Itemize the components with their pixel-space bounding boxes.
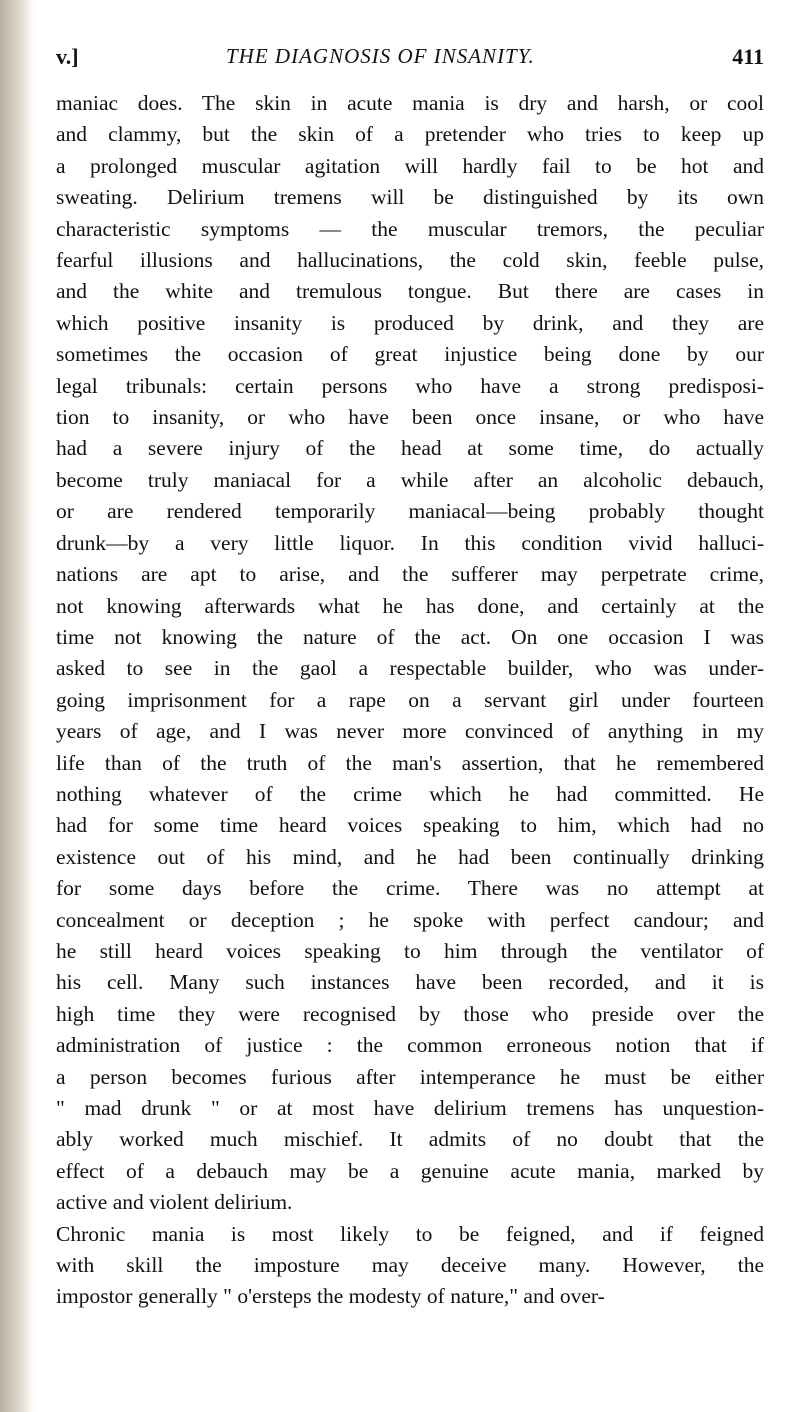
running-head xyxy=(56,38,764,78)
text-line: and clammy, but the skin of a pretender who tries to keep up xyxy=(56,122,764,147)
text-line: years of age, and I was never more convinced of anything in my xyxy=(56,719,764,744)
text-line: or are rendered temporarily maniacal—being probably thought xyxy=(56,499,764,524)
text-line: his cell. Many such instances have been recorded, and it is xyxy=(56,970,764,995)
text-line: active and violent delirium. xyxy=(56,1190,293,1215)
text-line: impostor generally " o'ersteps the modesty of nature," and over- xyxy=(56,1284,605,1309)
text-line: high time they were recognised by those who preside over the xyxy=(56,1001,764,1026)
text-line: nations are apt to arise, and the sufferer may perpetrate crime, xyxy=(56,562,764,587)
text-line: going imprisonment for a rape on a servant girl under fourteen xyxy=(56,687,764,712)
running-title: THE DIAGNOSIS OF INSANITY. xyxy=(226,44,535,68)
text-line: effect of a debauch may be a genuine acute mania, marked by xyxy=(56,1158,764,1183)
text-line: nothing whatever of the crime which he had committed. He xyxy=(56,781,764,806)
text-line: existence out of his mind, and he had been continually drinking xyxy=(56,844,764,869)
text-line: characteristic symptoms — the muscular tremors, the peculiar xyxy=(56,216,764,241)
text-line: sweating. Delirium tremens will be distinguished by its own xyxy=(56,185,764,210)
text-line: tion to insanity, or who have been once insane, or who have xyxy=(56,405,764,430)
text-line: had for some time heard voices speaking to him, which had no xyxy=(56,813,764,838)
text-line: with skill the imposture may deceive many. However, the xyxy=(56,1253,764,1278)
page-number: 411 xyxy=(732,44,764,69)
book-page xyxy=(56,38,764,1313)
text-line: ably worked much mischief. It admits of no doubt that the xyxy=(56,1127,764,1152)
text-line: administration of justice : the common erroneous notion that if xyxy=(56,1033,764,1058)
text-line: which positive insanity is produced by drink, and they are xyxy=(56,310,764,335)
text-line: life than of the truth of the man's assertion, that he remembered xyxy=(56,750,764,775)
body-text xyxy=(56,88,764,1313)
text-line: " mad drunk " or at most have delirium tremens has unquestion- xyxy=(56,1096,764,1120)
page-binding-shadow xyxy=(0,0,34,1412)
text-line: for some days before the crime. There was no attempt at xyxy=(56,876,764,901)
text-line: Chronic mania is most likely to be feigned, and if feigned xyxy=(56,1221,764,1246)
paragraph xyxy=(56,88,764,1219)
text-line: had a severe injury of the head at some time, do actually xyxy=(56,436,764,461)
text-line: drunk—by a very little liquor. In this condition vivid halluci- xyxy=(56,530,764,555)
text-line: he still heard voices speaking to him through the ventilator of xyxy=(56,938,764,963)
text-line: fearful illusions and hallucinations, the cold skin, feeble pulse, xyxy=(56,248,764,273)
text-line: become truly maniacal for a while after an alcoholic debauch, xyxy=(56,467,764,492)
text-line: a prolonged muscular agitation will hardly fail to be hot and xyxy=(56,153,764,178)
text-line: asked to see in the gaol a respectable builder, who was under- xyxy=(56,656,764,681)
paragraph xyxy=(56,1219,764,1313)
text-line: maniac does. The skin in acute mania is dry and harsh, or cool xyxy=(56,91,764,115)
text-line: and the white and tremulous tongue. But there are cases in xyxy=(56,279,764,304)
text-line: a person becomes furious after intemperance he must be either xyxy=(56,1064,764,1089)
chapter-marker: v.] xyxy=(56,44,79,69)
text-line: legal tribunals: certain persons who have a strong predisposi- xyxy=(56,373,764,398)
text-line: sometimes the occasion of great injustice being done by our xyxy=(56,342,764,367)
text-line: concealment or deception ; he spoke with perfect candour; and xyxy=(56,907,764,932)
text-line: time not knowing the nature of the act. On one occasion I was xyxy=(56,624,764,649)
text-line: not knowing afterwards what he has done, and certainly at the xyxy=(56,593,764,618)
